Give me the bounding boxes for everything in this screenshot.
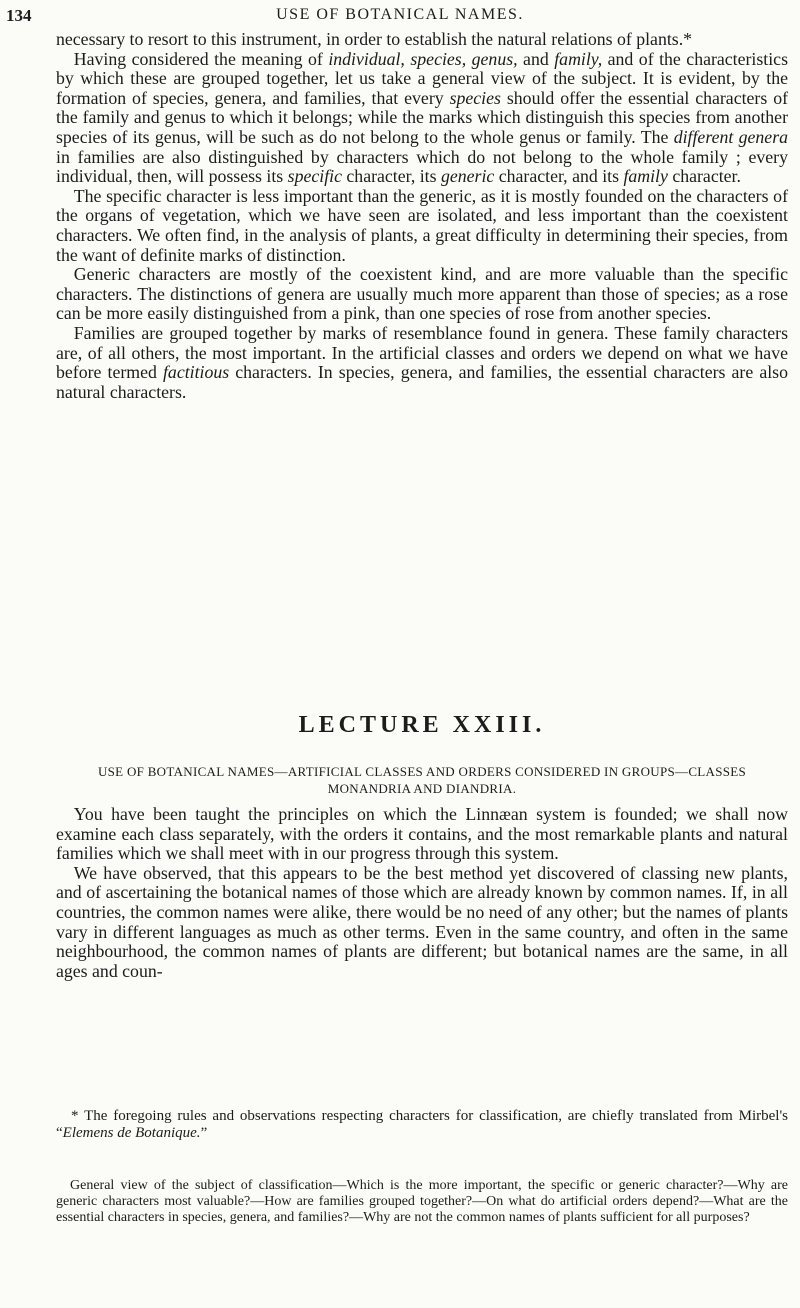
paragraph-continuation: necessary to resort to this instrument, in order to establish the natural relations of plants.* [56,29,693,49]
body-text-top [56,30,788,402]
body-text-lecture [56,805,788,981]
page-number: 134 [6,6,32,25]
chapter-questions: General view of the subject of classification—Which is the more important, the specific or generic character?—Why are generic characters most valuable?—How are families grouped together?—On what do artificial orders depend?—What are the essential characters in species, genera, and families?—Why are not the common names of plants sufficient for all purposes? [56,1178,788,1225]
paragraph-families: Families are grouped together by marks of resemblance found in genera. These family characters are, of all others, the most important. In the artificial classes and orders we depend on what we have before termed factitious characters. In species, genera, and families, the essential characters are also natural characters. [56,322,788,402]
footnote-book-title: Elemens de Botanique. [62,1125,201,1141]
paragraph-specific-character: The specific character is less important than the generic, as it is mostly founded on the characters of the organs of vegetation, which we have seen are isolated, and less important than the coexistent characters. We often find, in the analysis of plants, a great difficulty in determining their species, from the want of definite marks of distinction. [56,185,788,265]
paragraph-generic-characters: Generic characters are mostly of the coexistent kind, and are more valuable than the specific characters. The distinctions of genera are usually much more apparent than those of species; as a rose can be more easily distinguished from a pink, than one species of rose from another species. [56,264,788,324]
footnote: * The foregoing rules and observations respecting characters for classification, are chiefly translated from Mirbel's “Elemens de Botanique.” [56,1108,788,1141]
lecture-synopsis: USE OF BOTANICAL NAMES—ARTIFICIAL CLASSES AND ORDERS CONSIDERED IN GROUPS—CLASSES MONANDRIA AND DIANDRIA. [97,764,747,796]
paragraph-method: We have observed, that this appears to be the best method yet discovered of classing new plants, and of ascertaining the botanical names of those which are already known by common names. If, in all countries, the common names were alike, there would be no need of any other; but the names of plants vary in different languages as much as other terms. Even in the same country, and often in the same neighbourhood, the common names of plants are different; but botanical names are the same, in all ages and coun- [56,862,788,981]
term-generic: generic [440,166,495,187]
lecture-heading: LECTURE XXIII. [298,712,546,738]
running-title: USE OF BOTANICAL NAMES. [276,6,524,23]
paragraph-linnaean: You have been taught the principles on which the Linnæan system is founded; we shall now examine each class separately, with the orders it contains, and the most remarkable plants and natural families which we shall meet with in our progress through this system. [56,804,788,864]
term-specific: specific [287,166,342,187]
term-different-genera: different genera [673,126,788,147]
term-family-character: family [623,166,668,187]
paragraph-characters: Having considered the meaning of individual, species, genus, and family, and of the characteristics by which these are grouped together, let us take a general view of the subject. It is evident, by the formation of species, genera, and families, that every species should offer the essential characters of the family and genus to which it belongs; while the marks which distinguish this species from another species of its genus, will be such as do not belong to the whole genus or family. The different genera in families are also distinguished by characters which do not belong to the whole family ; every individual, then, will possess its specific character, its generic character, and its family character. [56,48,789,187]
term-species: species [449,87,501,108]
term-factitious: factitious [162,362,230,383]
term-list: individual, species, genus, [328,48,518,69]
term-family: family, [554,48,603,69]
